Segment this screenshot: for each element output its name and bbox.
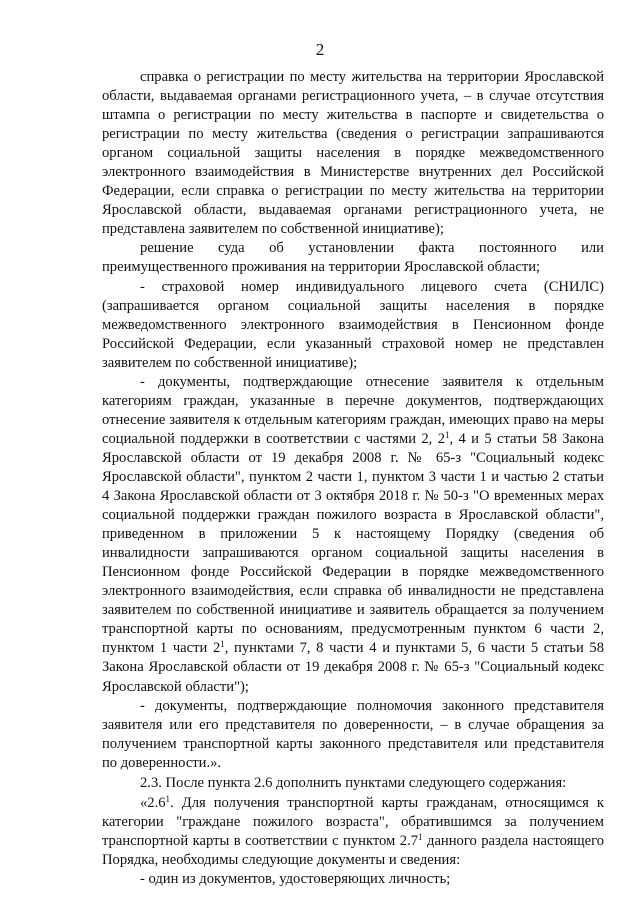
text-fragment: . Для получения транспортной карты гражданам, относящимся к категории "граждане пожилого возраста", обратившимся за получением транспортной карты в соответствии с пунктом 2.7 [102,794,604,849]
paragraph-2-6-1 [102,794,604,870]
paragraph-category-documents [102,373,604,697]
paragraph-court-decision: решение суда об установлении факта постоянного или преимущественного проживания на территории Ярославской области; [102,240,604,276]
superscript: 1 [418,831,423,842]
paragraph-snils: - страховой номер индивидуального лицевого счета (СНИЛС) (запрашивается органом социальной защиты населения в порядке межведомственного электронного взаимодействия в Пенсионном фонде Российской Федерации, если указанный страховой номер не представлен заявителем по собственной инициативе); [102,278,604,371]
paragraph-residence-certificate: справка о регистрации по месту жительства на территории Ярославской области, выдаваемая органами регистрационного учета, – в случае отсутствия штампа о регистрации по месту жительства в паспорте и свидетельства о регистрации по месту жительства (сведения о регистрации запрашиваются органом социальной защиты населения в порядке межведомственного электронного взаимодействия в Министерстве внутренних дел Российской Федерации, если справка о регистрации по месту жительства на территории Ярославской области, выдаваемая органами регистрационного учета, не представлена заявителем по собственной инициативе); [102,69,604,238]
page-number: 2 [315,40,325,59]
text-fragment: , пунктами 7, 8 части 4 и пунктами 5, 6 части 5 статьи 58 Закона Ярославской области от 19 декабря 2008 г. № 65-з "Социальный кодекс Ярославской области"); [102,640,604,695]
text-fragment: данного раздела настоящего Порядка, необходимы следующие документы и сведения: [102,832,604,868]
paragraph-amendment-2-3: 2.3. После пункта 2.6 дополнить пунктами следующего содержания: [140,774,567,791]
text-fragment: - документы, подтверждающие отнесение заявителя к отдельным категориям граждан, указанные в перечне документов, подтверждающих отнесение заявителя к отдельным категориям граждан, имеющих право на меры социальной поддержки в соответствии с частями 2, 2 [102,373,604,447]
superscript: 1 [220,639,225,650]
superscript: 1 [445,429,450,440]
text-fragment: «2.6 [140,794,166,811]
text-fragment: , 4 и 5 статьи 58 Закона Ярославской области от 19 декабря 2008 г. № 65-з "Социальный кодекс Ярославской области", пунктом 2 части 1, пунктом 3 части 1 и частью 2 статьи 4 Закона Ярославской области от 3 октября 2018 г. № 50-з "О временных мерах социальной поддержки граждан пожилого возраста в Ярославской области", приведенном в приложении 5 к настоящему Порядку (сведения об инвалидности запрашиваются органом социальной защиты населения в Пенсионном фонде Российской Федерации в порядке межведомственного электронного взаимодействия, если справка об инвалидности не представлена заявителем по собственной инициативе и заявитель обращается за получением транспортной карты по основаниям, предусмотренным пунктом 6 части 2, пунктом 1 части 2 [102,430,605,657]
paragraph-representative-documents: - документы, подтверждающие полномочия законного представителя заявителя или его представителя по доверенности, – в случае обращения за получением транспортной карты законного представителя или представителя по доверенности.». [102,697,604,771]
paragraph-identity-document: - один из документов, удостоверяющих личность; [140,870,451,887]
superscript: 1 [165,793,171,804]
document-body [102,68,604,889]
